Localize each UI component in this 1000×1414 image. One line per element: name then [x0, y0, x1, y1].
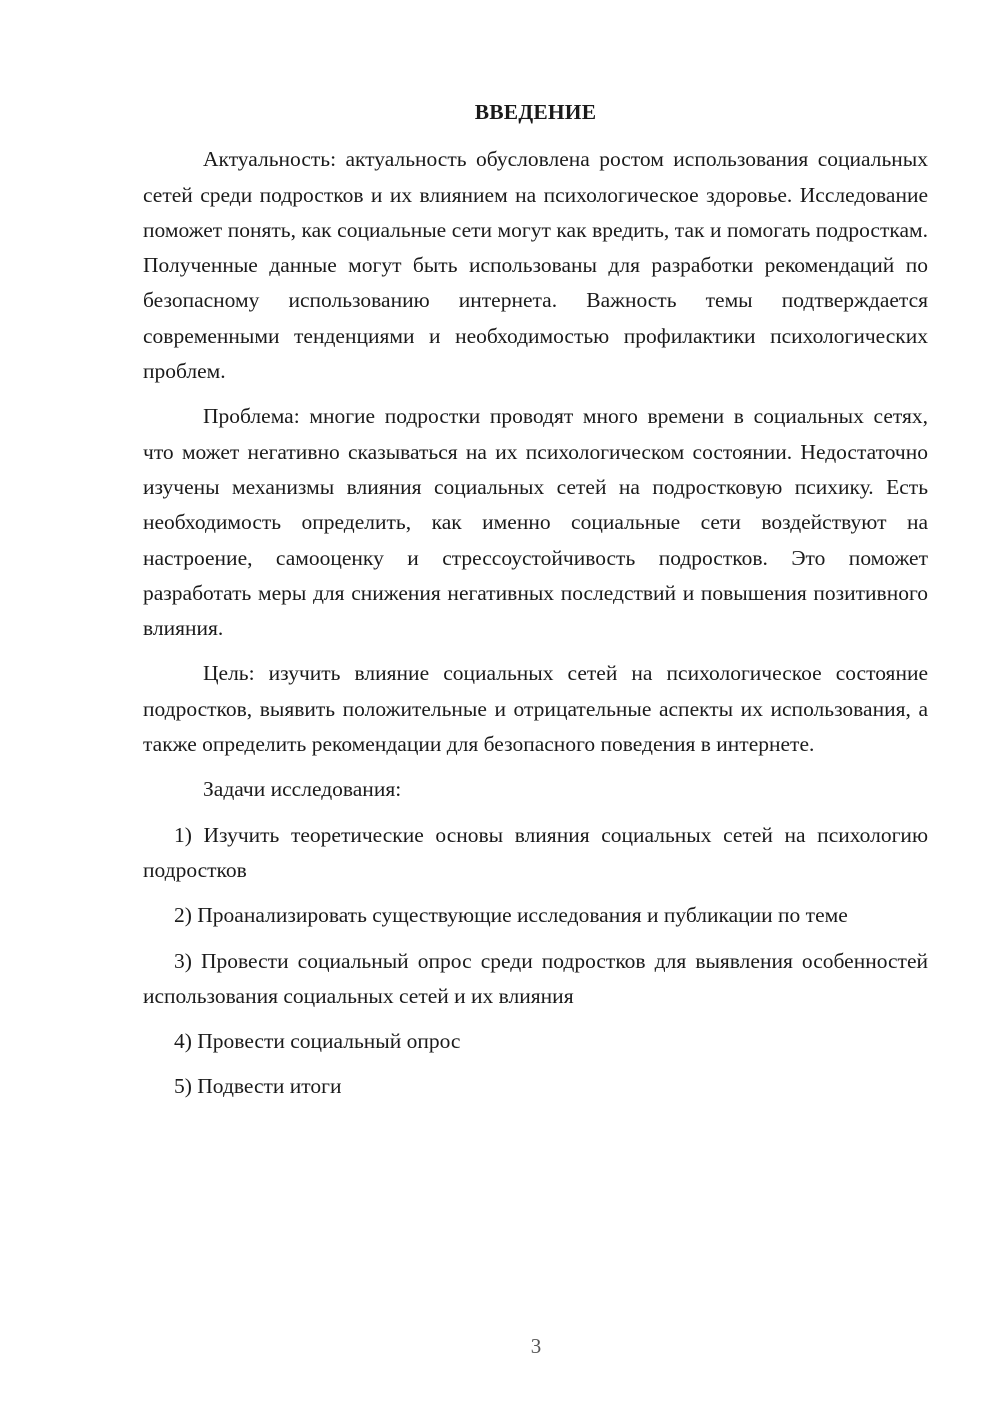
task-item-5: 5) Подвести итоги [174, 1074, 342, 1099]
paragraph-relevance: Актуальность: актуальность обусловлена ростом использования социальных сетей среди подростков и их влиянием на психологическое здоровье. Исследование поможет понять, как социальные сети могут как вредить, так и помогать подросткам. Полученные данные могут быть использованы для разработки рекомендаций по безопасному использованию интернета. Важность темы подтверждается современными тенденциями и необходимостью профилактики психологических проблем. [143, 147, 928, 384]
tasks-title: Задачи исследования: [203, 777, 402, 802]
task-item-1: 1) Изучить теоретические основы влияния социальных сетей на психологию подростков [143, 822, 928, 882]
paragraph-problem: Проблема: многие подростки проводят много времени в социальных сетях, что может негативно сказываться на их психологическом состоянии. Недостаточно изучены механизмы влияния социальных сетей на подростковую психику. Есть необходимость определить, как именно социальные сети воздействуют на настроение, самооценку и стрессоустойчивость подростков. Это поможет разработать меры для снижения негативных последствий и повышения позитивного влияния. [143, 404, 928, 641]
section-heading: ВВЕДЕНИЕ [474, 100, 597, 124]
task-item-3: 3) Провести социальный опрос среди подростков для выявления особенностей использования социальных сетей и их влияния [143, 948, 928, 1008]
page-number: 3 [530, 1334, 542, 1358]
task-item-4: 4) Провести социальный опрос [174, 1029, 461, 1054]
document-page [143, 95, 928, 1115]
paragraph-goal: Цель: изучить влияние социальных сетей на психологическое состояние подростков, выявить положительные и отрицательные аспекты их использования, а также определить рекомендации для безопасного поведения в интернете. [143, 661, 928, 757]
task-item-2: 2) Проанализировать существующие исследования и публикации по теме [174, 903, 848, 928]
